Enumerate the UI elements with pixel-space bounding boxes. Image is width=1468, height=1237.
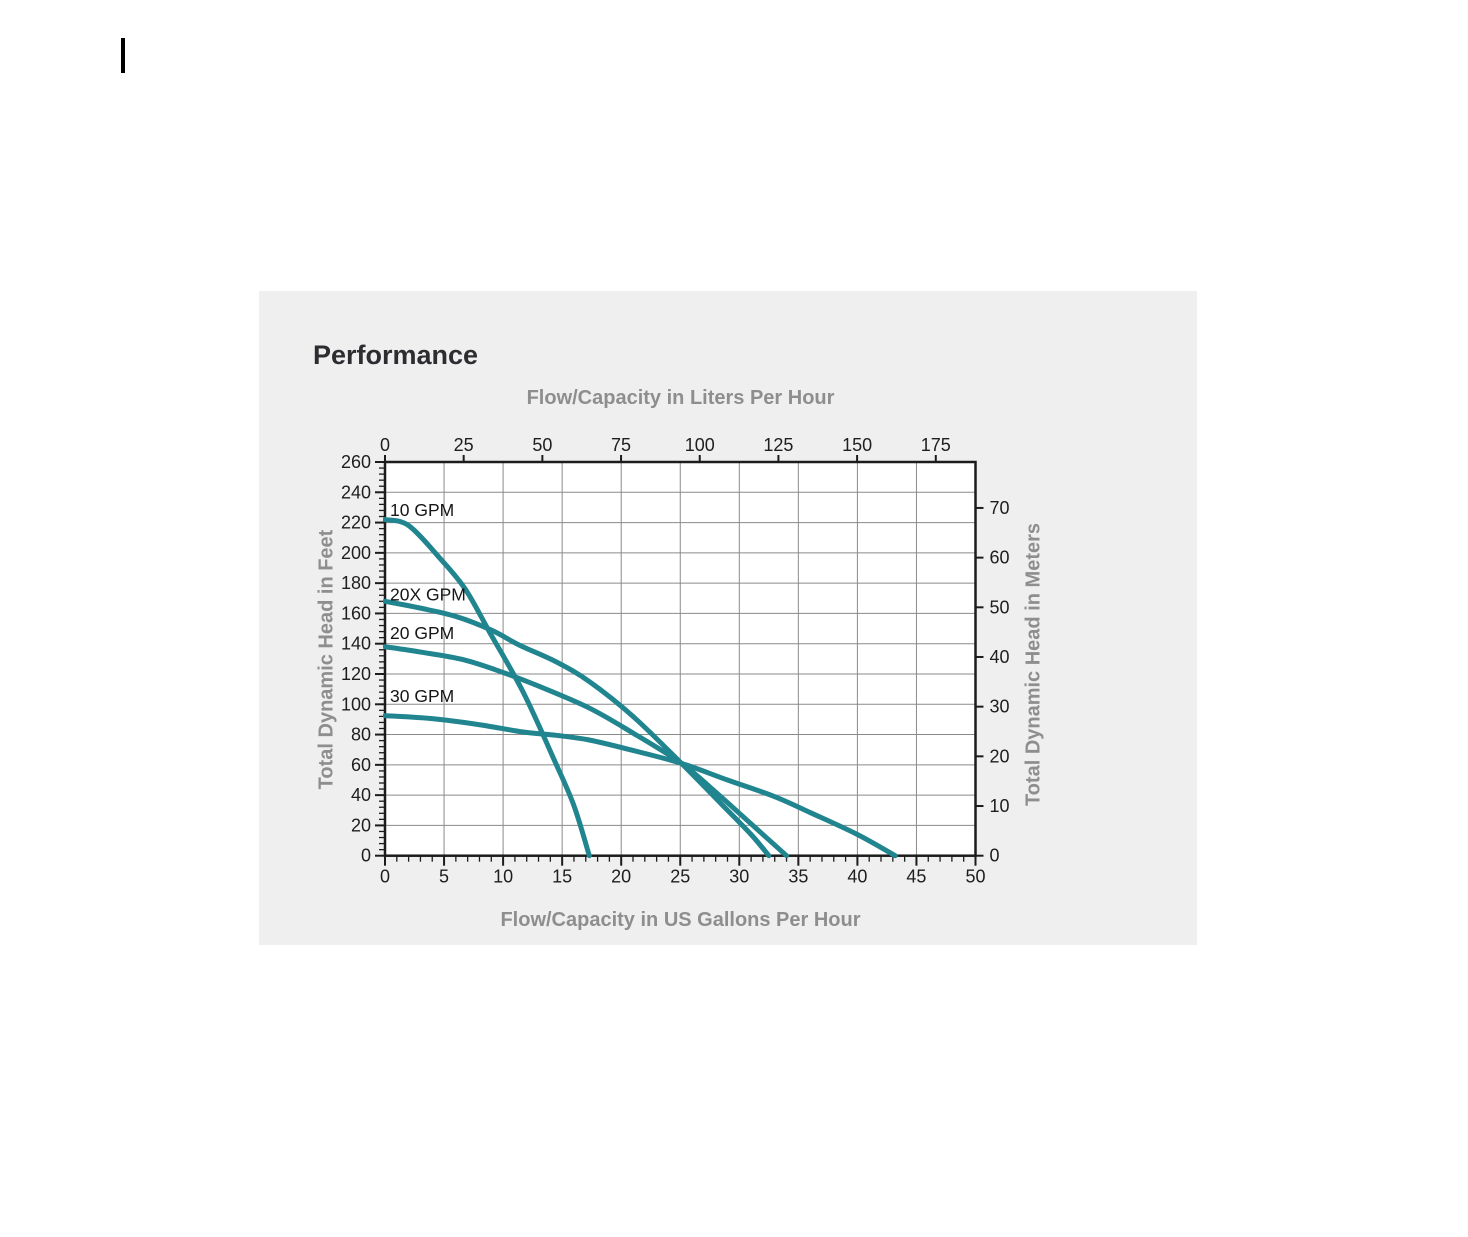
bottom-axis-tick-label: 25 [670, 866, 691, 887]
bottom-axis-tick-label: 15 [552, 866, 573, 887]
performance-chart [259, 291, 1197, 945]
left-axis-tick-label: 60 [350, 754, 371, 775]
text-cursor-artifact [121, 38, 125, 73]
left-axis-tick-label: 40 [350, 785, 371, 806]
series-label-10-gpm: 10 GPM [390, 500, 455, 520]
bottom-axis-tick-label: 5 [439, 866, 450, 887]
top-axis-tick-label: 25 [453, 435, 474, 455]
left-axis-tick-label: 80 [350, 724, 371, 745]
left-axis-tick-label: 120 [340, 663, 371, 684]
left-axis-tick-label: 140 [340, 633, 371, 654]
bottom-axis-tick-label: 45 [906, 866, 927, 887]
left-axis-tick-label: 20 [350, 815, 371, 836]
bottom-axis-tick-label: 35 [788, 866, 809, 887]
left-axis-tick-label: 200 [340, 542, 371, 563]
series-label-20x-gpm: 20X GPM [390, 584, 466, 605]
top-axis-tick-label: 100 [684, 435, 715, 455]
left-axis-tick-label: 220 [340, 512, 371, 533]
bottom-axis-tick-label: 50 [965, 866, 986, 887]
right-axis-tick-label: 60 [989, 547, 1010, 568]
series-label-20-gpm: 20 GPM [390, 623, 455, 643]
top-axis-tick-label: 75 [611, 435, 632, 455]
right-axis-title: Total Dynamic Head in Meters [1022, 522, 1045, 807]
top-axis-tick-label: 50 [532, 435, 553, 455]
left-axis-tick-label: 100 [340, 694, 371, 715]
bottom-axis-tick-label: 10 [493, 866, 514, 887]
bottom-axis-tick-label: 40 [847, 866, 868, 887]
top-axis-tick-label: 175 [920, 435, 951, 455]
left-axis-tick-label: 260 [340, 452, 371, 472]
bottom-axis-tick-label: 0 [379, 866, 391, 887]
bottom-axis-tick-label: 20 [611, 866, 632, 887]
series-label-30-gpm: 30 GPM [390, 686, 455, 706]
left-axis-tick-label: 180 [340, 573, 371, 594]
left-axis-tick-label: 0 [360, 845, 371, 866]
right-axis-tick-label: 40 [989, 646, 1010, 667]
bottom-axis-tick-label: 30 [729, 866, 750, 887]
right-axis-tick-label: 10 [989, 796, 1010, 817]
left-axis-tick-label: 160 [340, 603, 371, 624]
right-axis-tick-label: 0 [989, 845, 1000, 866]
top-axis-tick-label: 0 [379, 435, 391, 455]
top-axis-tick-label: 125 [763, 435, 794, 455]
chart-title: Performance [313, 340, 479, 370]
performance-panel [259, 291, 1197, 945]
top-axis-tick-label: 150 [842, 435, 873, 455]
right-axis-tick-label: 50 [989, 597, 1010, 618]
right-axis-tick-label: 30 [989, 696, 1010, 717]
left-axis-title: Total Dynamic Head in Feet [315, 529, 338, 790]
top-axis-title: Flow/Capacity in Liters Per Hour [526, 387, 835, 409]
right-axis-tick-label: 20 [989, 746, 1010, 767]
left-axis-tick-label: 240 [340, 482, 371, 503]
right-axis-tick-label: 70 [989, 497, 1010, 518]
bottom-axis-title: Flow/Capacity in US Gallons Per Hour [500, 909, 861, 931]
